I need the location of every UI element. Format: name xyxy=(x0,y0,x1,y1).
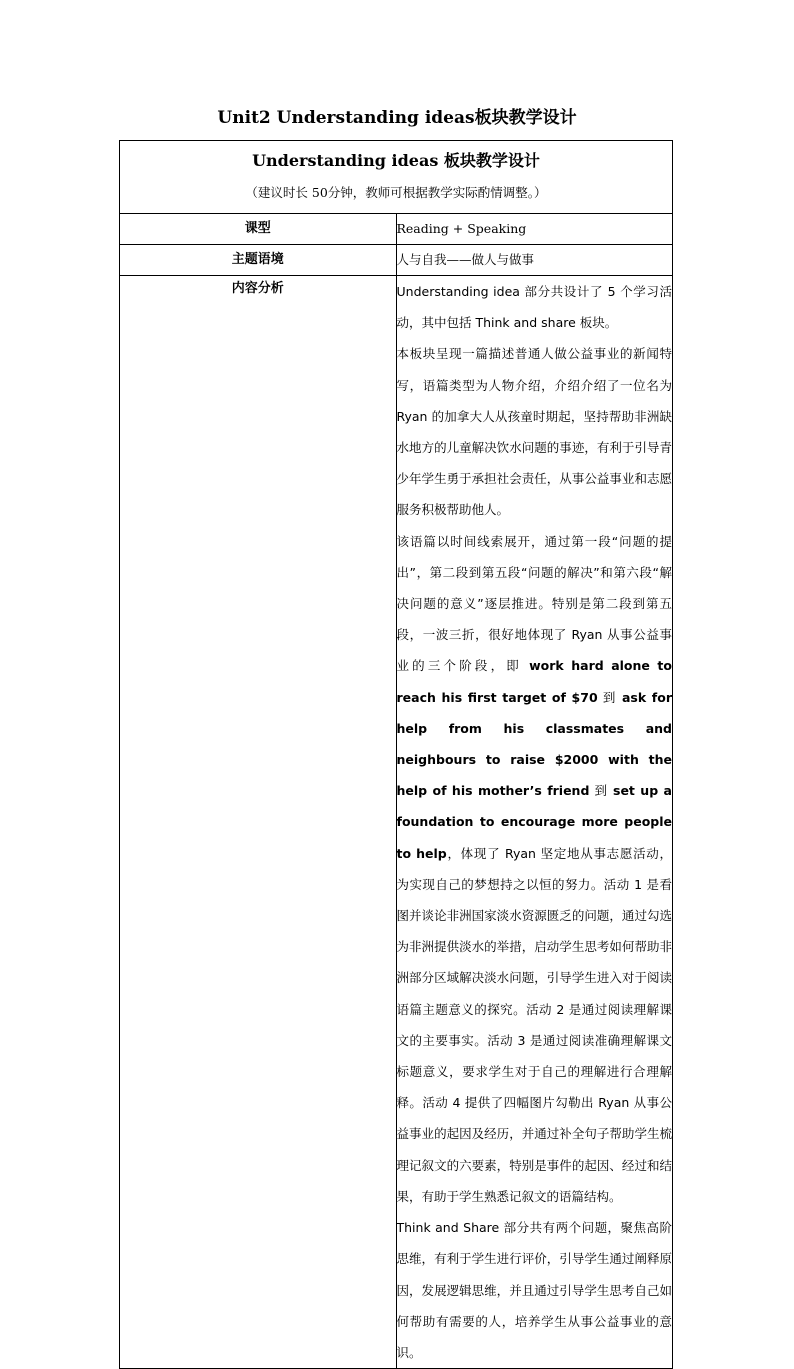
analysis-p3-intro: 该语篇以时间线索展开，通过第一段“问题的提出”，第二段到第五段“问题的解决”和第六段“解决问题的意义”逐层推进。特别是第二段到第五段，一波三折，很好地体现了 Ryan 从事公益事业的三个阶段，即 xyxy=(396,533,672,674)
row-value-type: Reading + Speaking xyxy=(396,214,673,245)
table-header-row xyxy=(120,141,673,214)
table-header-note: （建议时长 50分钟，教师可根据教学实际酌情调整。） xyxy=(245,185,547,200)
row-value-theme: 人与自我——做人与做事 xyxy=(396,245,673,276)
table-row-theme xyxy=(120,245,673,276)
row-value-analysis xyxy=(396,276,673,1369)
table-row-type xyxy=(120,214,673,245)
analysis-p3-stage-1: work hard alone to reach his first target of $70 xyxy=(396,658,672,705)
document-title: Unit2 Understanding ideas板块教学设计 xyxy=(217,108,577,128)
analysis-p3-stage-3: set up a foundation to encourage more people to help xyxy=(396,783,672,861)
analysis-paragraph-4: Think and Share 部分共有两个问题，聚焦高阶思维，有利于学生进行评价，引导学生通过阐释原因，发展逻辑思维，并且通过引导学生思考自己如何帮助有需要的人，培养学生从事公益事业的意识。 xyxy=(396,1220,672,1360)
table-row-analysis xyxy=(120,276,673,1369)
table-header-title: Understanding ideas 板块教学设计 xyxy=(252,151,540,170)
analysis-paragraph-3 xyxy=(397,526,673,1212)
row-label-analysis: 内容分析 xyxy=(120,276,397,1369)
table-header-cell xyxy=(120,141,673,214)
lesson-plan-table xyxy=(119,140,673,1369)
analysis-p3-connector-1: 到 xyxy=(597,689,622,705)
analysis-paragraph-1: Understanding idea 部分共设计了 5 个学习活动，其中包括 Think and share 板块。 xyxy=(396,284,672,331)
analysis-p3-connector-2: 到 xyxy=(589,783,614,799)
analysis-paragraph-2: 本板块呈现一篇描述普通人做公益事业的新闻特写，语篇类型为人物介绍，介绍介绍了一位名为 Ryan 的加拿大人从孩童时期起，坚持帮助非洲缺水地方的儿童解决饮水问题的事迹，有利于引导青少年学生勇于承担社会责任，从事公益事业和志愿服务积极帮助他人。 xyxy=(396,346,672,518)
row-label-type: 课型 xyxy=(120,214,397,245)
analysis-p3-rest: ，体现了 Ryan 坚定地从事志愿活动，为实现自己的梦想持之以恒的努力。活动 1 是看图并谈论非洲国家淡水资源匮乏的问题，通过勾选为非洲提供淡水的举措，启动学生思考如何帮助非洲部分区域解决淡水问题，引导学生进入对于阅读语篇主题意义的探究。活动 2 是通过阅读理解课文的主要事实。活动 3 是通过阅读准确理解课文标题意义，要求学生对于自己的理解进行合理解释。活动 4 提供了四幅图片勾勒出 Ryan 从事公益事业的起因及经历，并通过补全句子帮助学生梳理记叙文的六要素，特别是事件的起因、经过和结果，有助于学生熟悉记叙文的语篇结构。 xyxy=(396,845,672,1204)
row-label-theme: 主题语境 xyxy=(120,245,397,276)
analysis-p3-stage-2: ask for help from his classmates and neighbours to raise $2000 with the help of his mother’s friend xyxy=(396,689,672,799)
